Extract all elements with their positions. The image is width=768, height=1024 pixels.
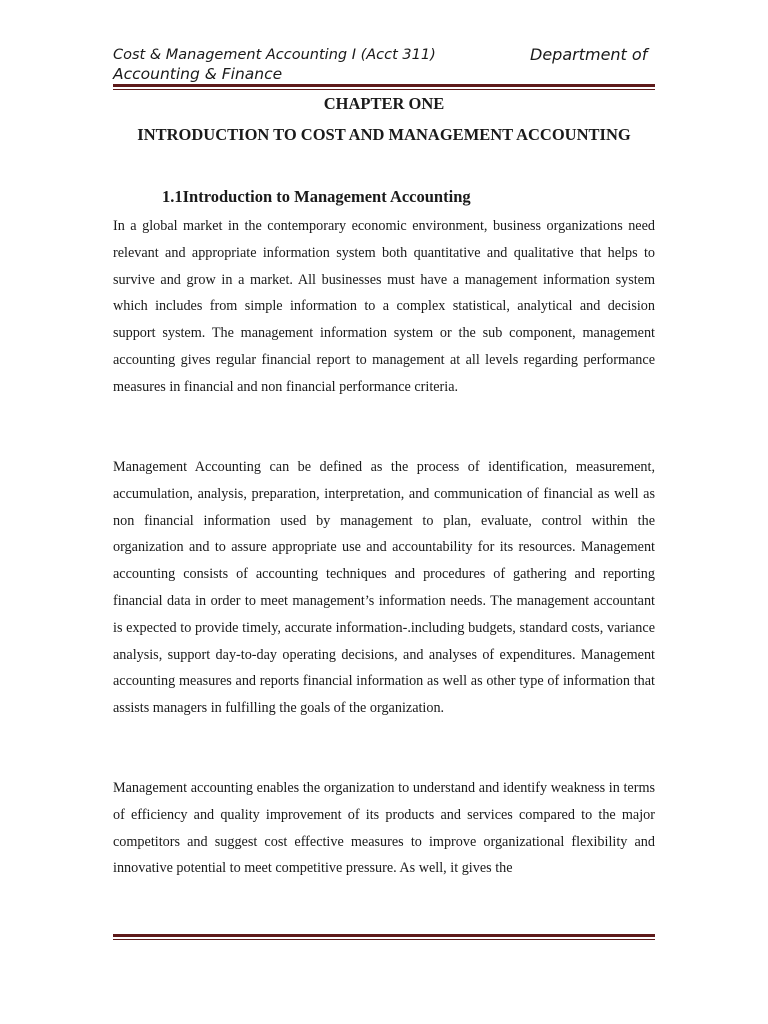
paragraph-1: In a global market in the contemporary economic environment, business organizations need relevant and appropriate information system both quantitative and qualitative that helps to survive and grow in a market. All businesses must have a management information system which includes from simple information to a complex statistical, analytical and decision support system. The management information system or the sub component, management accounting gives regular financial report to management at all levels regarding performance measures in financial and non financial performance criteria.: [113, 218, 655, 395]
chapter-label: CHAPTER ONE: [323, 94, 445, 113]
department-line-2: Accounting & Finance: [113, 65, 283, 83]
section-heading: 1.1Introduction to Management Accounting: [162, 187, 471, 206]
footer-divider: [113, 934, 655, 940]
header-divider: [113, 84, 655, 90]
course-title: Cost & Management Accounting I (Acct 311): [113, 47, 436, 63]
chapter-title: INTRODUCTION TO COST AND MANAGEMENT ACCOUNTING: [137, 125, 631, 144]
paragraph-2: Management Accounting can be defined as the process of identification, measurement, accumulation, analysis, preparation, interpretation, and communication of financial as well as non financial information used by management to plan, evaluate, control within the organization and to assure appropriate use and accountability for its resources. Management accounting consists of accounting techniques and procedures of gathering and reporting financial data in order to meet management’s information needs. The management accountant is expected to provide timely, accurate information-.including budgets, standard costs, variance analysis, support day-to-day operating decisions, and analyses of expenditures. Management accounting measures and reports financial information as well as other type of information that assists managers in fulfilling the goals of the organization.: [113, 459, 655, 717]
department-line-1: Department of: [530, 45, 648, 64]
paragraph-3: Management accounting enables the organization to understand and identify weakness in terms of efficiency and quality improvement of its products and services compared to the major competitors and suggest cost effective measures to improve organizational flexibility and innovative potential to meet competitive pressure. As well, it gives the: [113, 780, 655, 877]
